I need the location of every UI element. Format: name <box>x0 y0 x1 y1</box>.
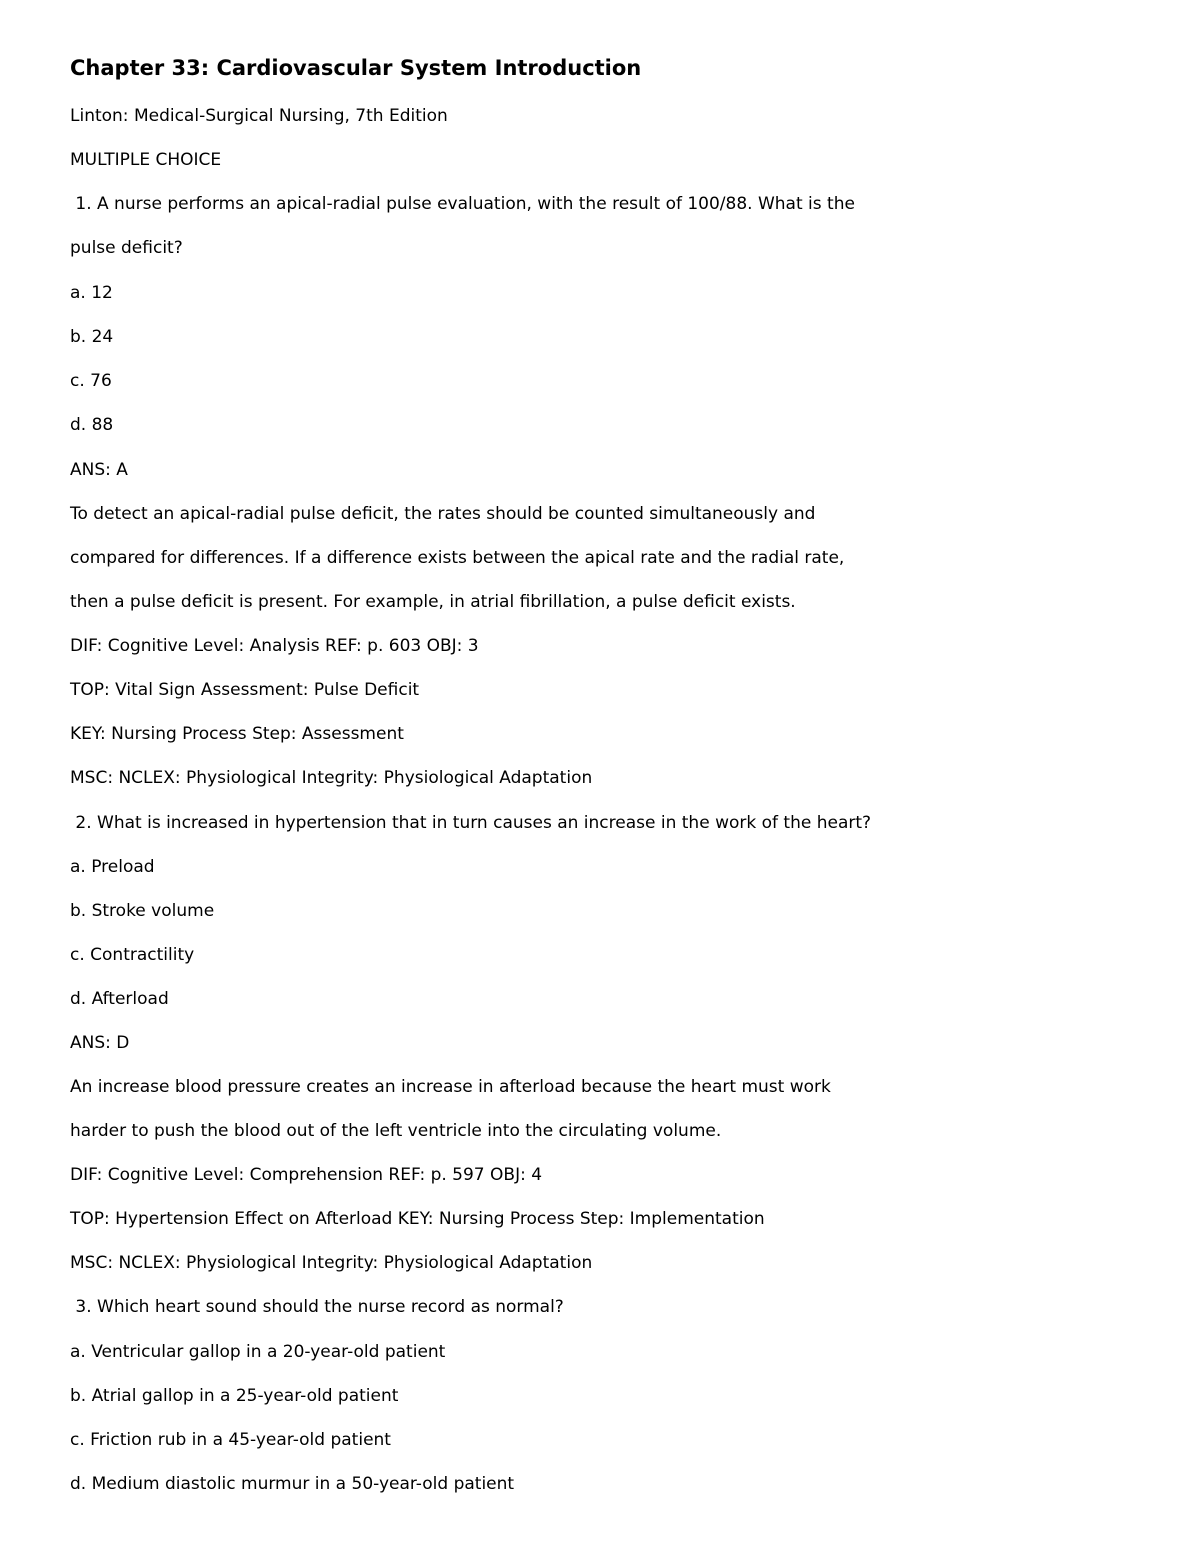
text-line: b. Atrial gallop in a 25-year-old patient <box>70 1386 399 1406</box>
text-line: c. 76 <box>70 371 112 391</box>
text-line: ANS: D <box>70 1033 130 1053</box>
text-line: ANS: A <box>70 460 128 480</box>
text-line: 1. A nurse performs an apical-radial pulse evaluation, with the result of 100/88. What is the <box>70 194 855 214</box>
text-line: DIF: Cognitive Level: Comprehension REF: p. 597 OBJ: 4 <box>70 1165 543 1185</box>
text-line: d. Afterload <box>70 989 169 1009</box>
text-line: 2. What is increased in hypertension that in turn causes an increase in the work of the heart? <box>70 813 872 833</box>
text-line: b. Stroke volume <box>70 901 215 921</box>
text-line: MSC: NCLEX: Physiological Integrity: Physiological Adaptation <box>70 1253 593 1273</box>
text-line: d. Medium diastolic murmur in a 50-year-old patient <box>70 1474 515 1494</box>
text-line: An increase blood pressure creates an increase in afterload because the heart must work <box>70 1077 831 1097</box>
text-line: 3. Which heart sound should the nurse record as normal? <box>70 1297 564 1317</box>
text-line: MSC: NCLEX: Physiological Integrity: Physiological Adaptation <box>70 768 593 788</box>
text-line: TOP: Vital Sign Assessment: Pulse Deficit <box>70 680 420 700</box>
text-line: harder to push the blood out of the left ventricle into the circulating volume. <box>70 1121 722 1141</box>
text-line: a. 12 <box>70 283 113 303</box>
text-line: compared for differences. If a difference exists between the apical rate and the radial rate, <box>70 548 845 568</box>
chapter-title: Chapter 33: Cardiovascular System Introduction <box>70 56 642 80</box>
text-line: KEY: Nursing Process Step: Assessment <box>70 724 404 744</box>
text-line: DIF: Cognitive Level: Analysis REF: p. 603 OBJ: 3 <box>70 636 479 656</box>
text-line: c. Friction rub in a 45-year-old patient <box>70 1430 391 1450</box>
text-line: d. 88 <box>70 415 114 435</box>
text-line: Linton: Medical-Surgical Nursing, 7th Edition <box>70 106 448 126</box>
text-line: MULTIPLE CHOICE <box>70 150 222 170</box>
text-line: then a pulse deficit is present. For example, in atrial fibrillation, a pulse deficit exists. <box>70 592 796 612</box>
text-line: TOP: Hypertension Effect on Afterload KEY: Nursing Process Step: Implementation <box>70 1209 765 1229</box>
text-line: b. 24 <box>70 327 114 347</box>
text-line: a. Preload <box>70 857 155 877</box>
text-line: a. Ventricular gallop in a 20-year-old patient <box>70 1342 446 1362</box>
text-line: To detect an apical-radial pulse deficit, the rates should be counted simultaneously and <box>70 504 816 524</box>
text-line: c. Contractility <box>70 945 195 965</box>
text-line: pulse deficit? <box>70 238 183 258</box>
